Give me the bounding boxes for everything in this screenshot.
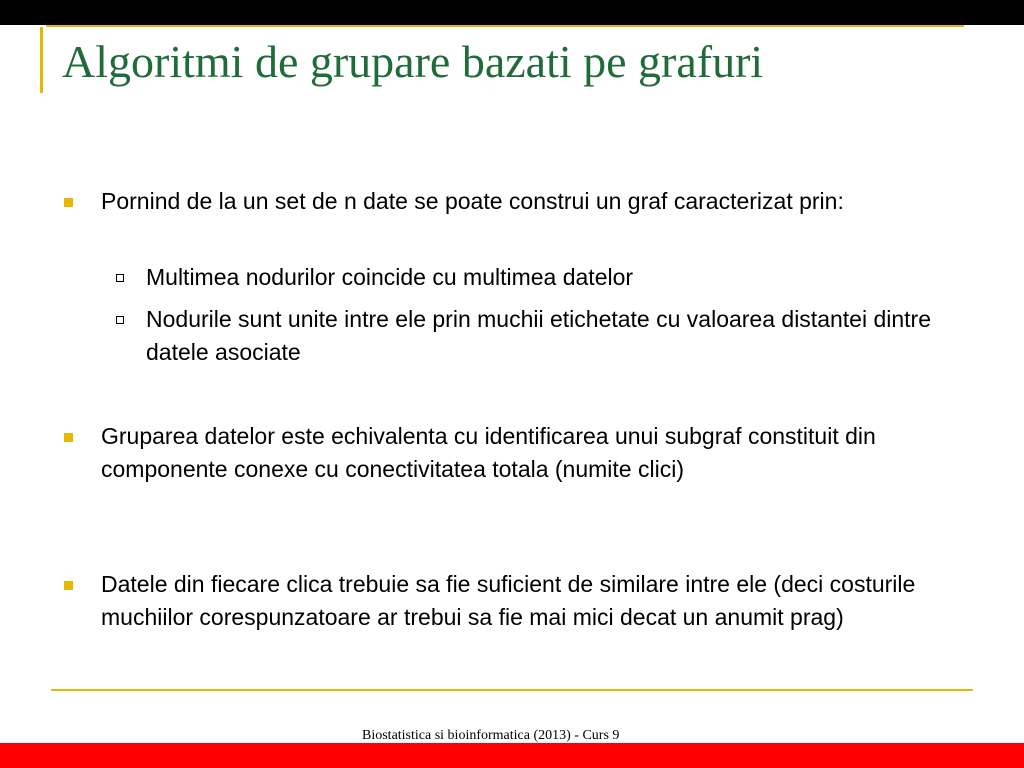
bullet-item [101, 185, 971, 218]
sub-bullet-text: Multimea nodurilor coincide cu multimea datelor [146, 264, 634, 290]
sub-bullet-text: Nodurile sunt unite intre ele prin muchii etichetate cu valoarea distantei dintre datele asociate [146, 306, 931, 365]
bullet-item [101, 420, 971, 486]
bullet-text: Datele din fiecare clica trebuie sa fie suficient de similare intre ele (deci costurile muchiilor corespunzatoare ar trebui sa fie mai mici decat un anumit prag) [101, 571, 916, 630]
sub-bullet-item [146, 261, 966, 294]
bottom-gold-rule [51, 689, 973, 691]
square-bullet-icon [64, 433, 73, 442]
bullet-text: Gruparea datelor este echivalenta cu identificarea unui subgraf constituit din componente conexe cu conectivitatea totala (numite clici) [101, 423, 876, 482]
top-black-bar [0, 0, 1024, 25]
top-gold-rule [46, 25, 964, 27]
bottom-red-bar [0, 743, 1024, 768]
bullet-item [101, 568, 971, 634]
square-bullet-icon [64, 198, 73, 207]
title-gold-side-rule [40, 27, 43, 93]
sub-bullet-item [146, 303, 966, 369]
hollow-square-bullet-icon [116, 274, 124, 282]
hollow-square-bullet-icon [116, 316, 124, 324]
bullet-text: Pornind de la un set de n date se poate construi un graf caracterizat prin: [101, 188, 844, 214]
slide-title: Algoritmi de grupare bazati pe grafuri [62, 36, 764, 87]
footer-text: Biostatistica si bioinformatica (2013) - Curs 9 [362, 728, 620, 743]
square-bullet-icon [64, 581, 73, 590]
